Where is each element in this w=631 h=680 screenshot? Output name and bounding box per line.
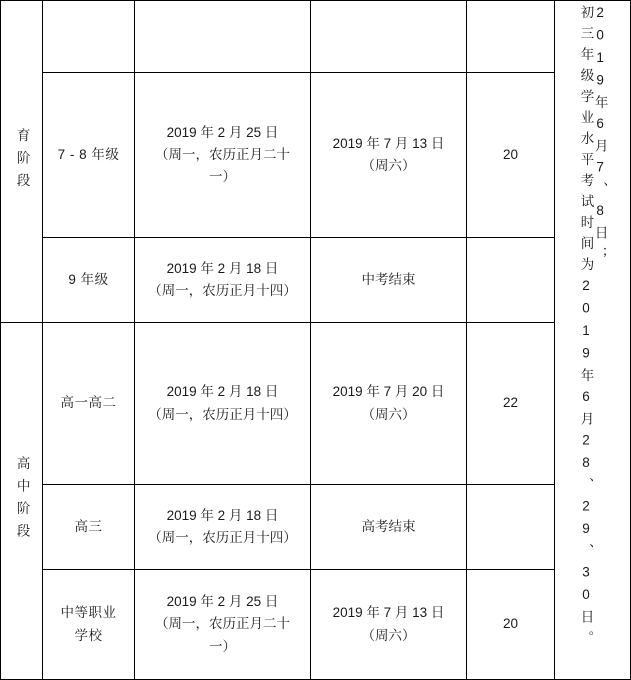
grade-cell-empty	[43, 1, 135, 73]
start-cell-senior-1-2	[135, 323, 311, 485]
weeks-cell-vocational: 20	[467, 570, 555, 680]
start-line-1: 2019 年 2 月 18 日	[166, 507, 279, 523]
note-segment-2: 初三年级学业水平考试时间为2019年6月28、29、30日。	[578, 5, 594, 652]
start-line-2: （周一，农历正月十四）	[148, 406, 297, 422]
stage-cell-highschool	[1, 323, 43, 680]
end-cell-empty	[311, 1, 467, 73]
end-cell-9: 中考结束	[311, 238, 467, 323]
start-line-1: 2019 年 2 月 25 日	[166, 124, 279, 140]
start-line-1: 2019 年 2 月 18 日	[166, 260, 279, 276]
start-cell-9	[135, 238, 311, 323]
table-row	[1, 323, 631, 485]
grade-cell-9: 9 年级	[43, 238, 135, 323]
start-cell-vocational	[135, 570, 311, 680]
table-row	[1, 485, 631, 570]
stage-label: 高中阶段	[14, 456, 30, 546]
note-segment-1: 2019年6月7、8日；	[592, 5, 608, 268]
weeks-cell-7-8: 20	[467, 73, 555, 238]
end-cell-vocational	[311, 570, 467, 680]
end-line-2: （周六）	[361, 627, 416, 643]
start-line-1: 2019 年 2 月 18 日	[166, 384, 279, 400]
grade-cell-vocational	[43, 570, 135, 680]
grade-cell-senior-3: 高三	[43, 485, 135, 570]
stage-label: 育阶段	[14, 127, 30, 196]
end-line-1: 2019 年 7 月 20 日	[332, 384, 445, 400]
start-line-3: 一）	[209, 638, 236, 654]
grade-line-1: 中等职业	[60, 605, 117, 621]
end-line-1: 2019 年 7 月 13 日	[332, 605, 445, 621]
table-row	[1, 238, 631, 323]
note-cell	[555, 1, 631, 680]
stage-cell-compulsory	[1, 1, 43, 323]
start-cell-7-8	[135, 73, 311, 238]
end-cell-7-8	[311, 73, 467, 238]
start-line-2: （周一，农历正月二十	[155, 616, 290, 632]
start-line-2: （周一，农历正月十四）	[148, 283, 297, 298]
grade-cell-senior-1-2: 高一高二	[43, 323, 135, 485]
weeks-cell-empty	[467, 1, 555, 73]
end-line-1: 2019 年 7 月 13 日	[332, 135, 445, 151]
grade-cell-7-8: 7 - 8 年级	[43, 73, 135, 238]
start-line-3: 一）	[209, 169, 236, 185]
table-row	[1, 73, 631, 238]
start-line-2: （周一，农历正月二十	[155, 146, 290, 162]
end-cell-senior-1-2	[311, 323, 467, 485]
end-cell-senior-3: 高考结束	[311, 485, 467, 570]
end-line-2: （周六）	[361, 158, 416, 173]
start-line-1: 2019 年 2 月 25 日	[166, 594, 279, 610]
weeks-cell-senior-3	[467, 485, 555, 570]
table-row	[1, 1, 631, 73]
start-cell-senior-3	[135, 485, 311, 570]
weeks-cell-senior-1-2: 22	[467, 323, 555, 485]
end-line-2: （周六）	[361, 406, 416, 422]
start-cell-empty	[135, 1, 311, 73]
table-row	[1, 570, 631, 680]
grade-line-2: 学校	[74, 627, 103, 643]
weeks-cell-9	[467, 238, 555, 323]
start-line-2: （周一，农历正月十四）	[148, 530, 297, 545]
